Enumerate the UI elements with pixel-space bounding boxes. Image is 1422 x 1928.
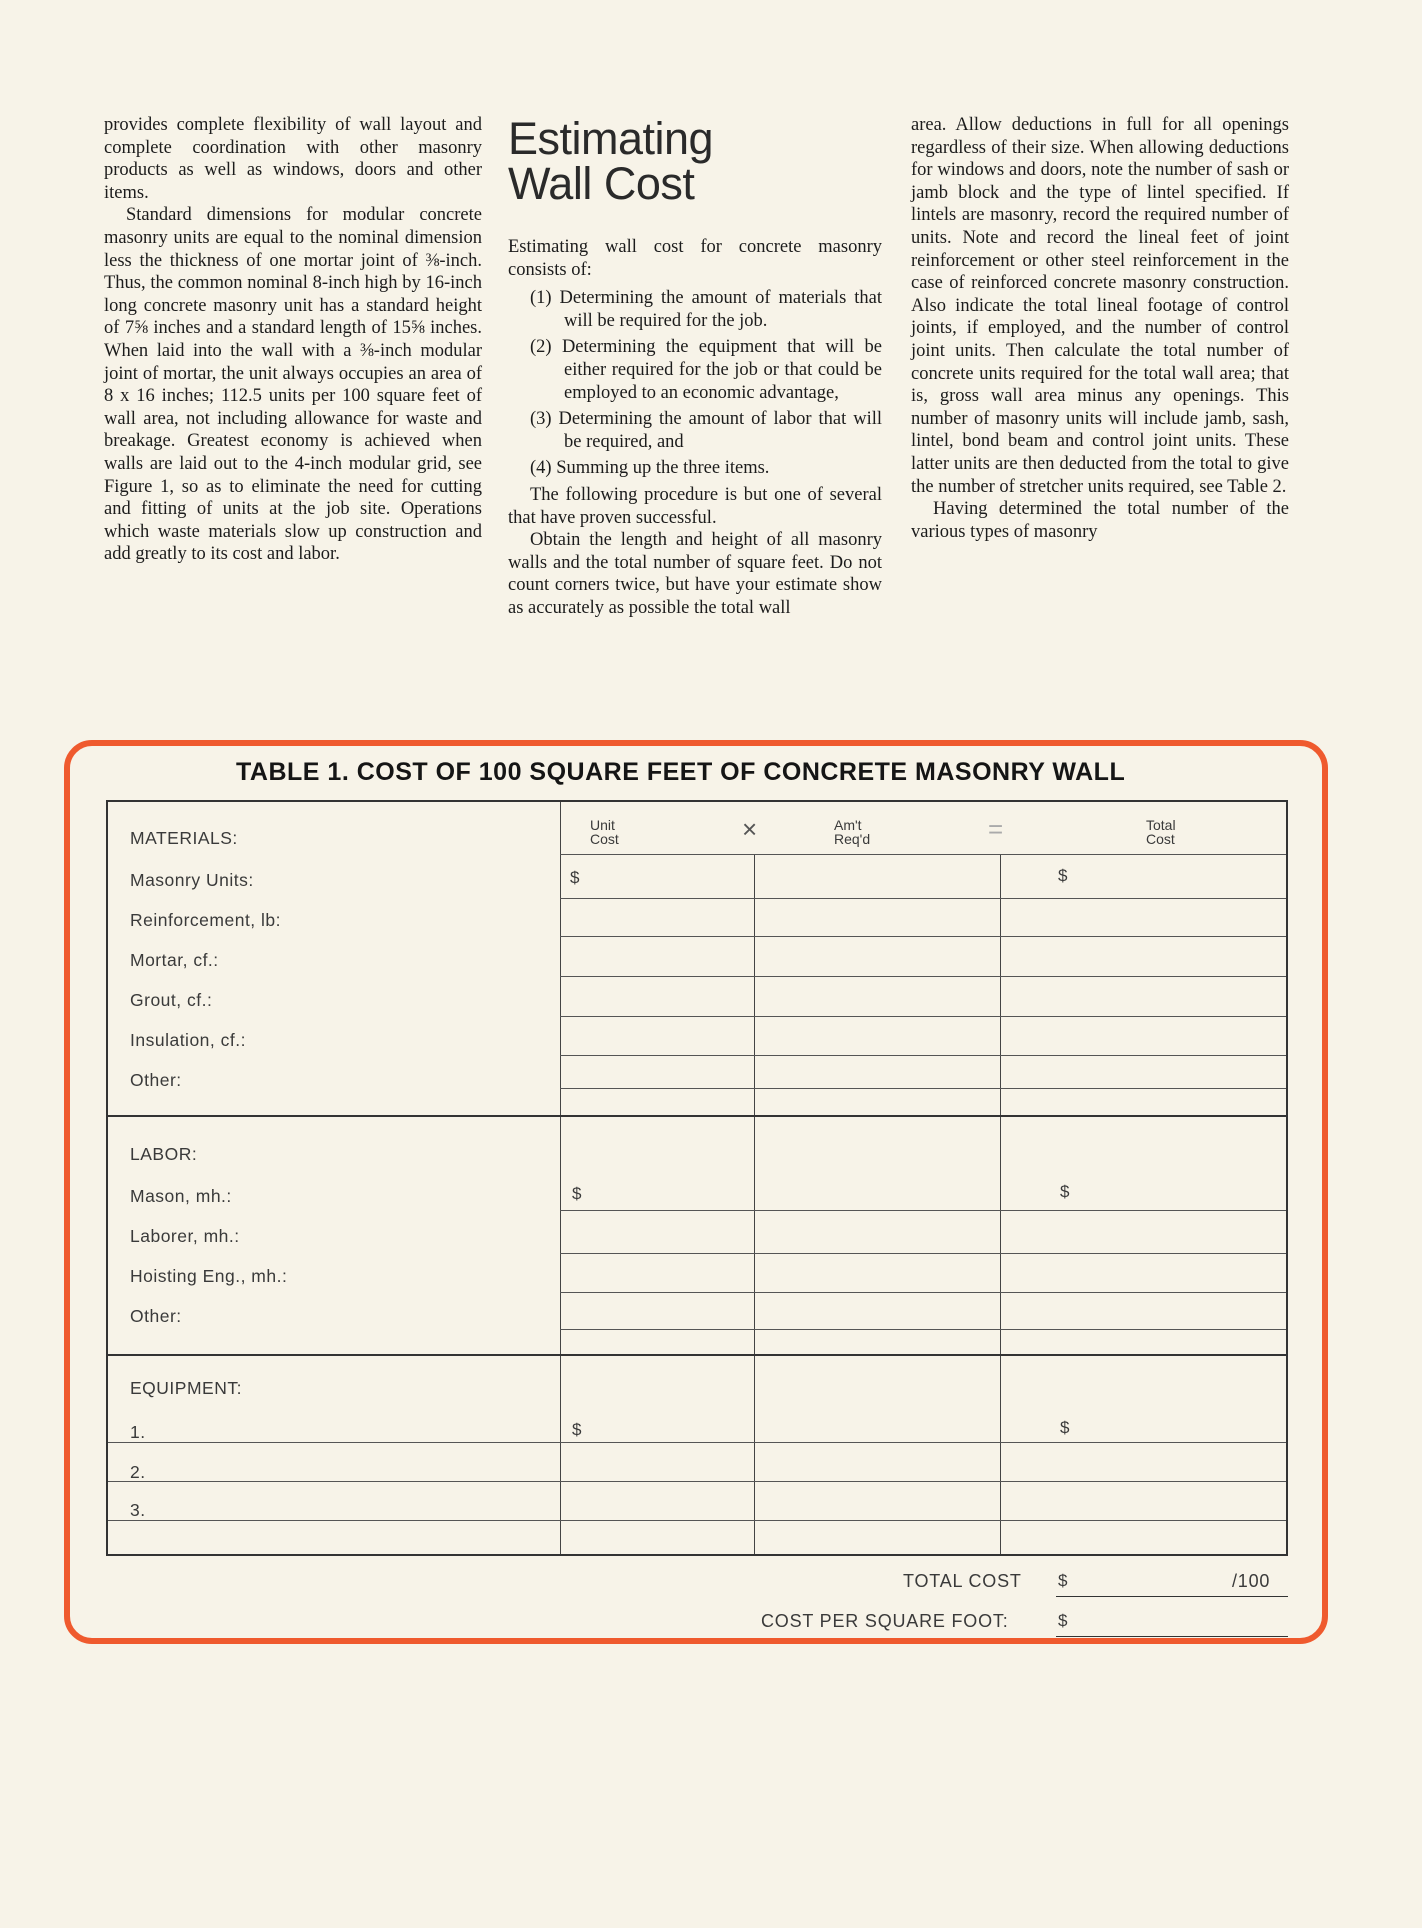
paragraph: Standard dimensions for modular concrete masonry units are equal to the nominal dimension less the thickness of one mortar joint of ⅜-inch. Thus, the common nominal 8-inch high by 16-inch long concrete masonry unit has a standard height of 7⅝ inches and a standard length of 15⅝ inches. When laid into the wall with a ⅜-inch modular joint of mortar, the unit always occupies an area of 8 x 16 inches; 112.5 units per 100 square feet of wall area, not including allowance for waste and breakage. Greatest economy is achieved when walls are laid out to the 4-inch modular grid, see Figure 1, so as to eliminate the need for cutting and fitting of units at the job site. Operations which waste materials slow up construction and add greatly to its cost and labor. bbox=[104, 205, 482, 565]
total-cost-suffix: /100 bbox=[1232, 1571, 1271, 1591]
row-label: Masonry Units: bbox=[130, 870, 254, 890]
row-label: Reinforcement, lb: bbox=[130, 910, 282, 930]
dollar-sign: $ bbox=[572, 1420, 582, 1439]
row-line bbox=[560, 976, 1286, 977]
dollar-sign: $ bbox=[1060, 1418, 1070, 1437]
row-line bbox=[108, 1481, 1286, 1482]
section-heading bbox=[508, 113, 882, 209]
row-line bbox=[560, 898, 1286, 899]
row-line bbox=[560, 854, 1286, 855]
steps-list bbox=[508, 287, 882, 480]
section-divider bbox=[108, 1354, 1286, 1356]
times-symbol: × bbox=[742, 814, 758, 844]
dollar-sign: $ bbox=[1058, 1611, 1068, 1630]
row-label: Laborer, mh.: bbox=[130, 1226, 240, 1246]
list-item: (3) Determining the amount of labor that will be required, and bbox=[530, 409, 882, 452]
dollar-sign: $ bbox=[1060, 1182, 1070, 1201]
header-total-cost bbox=[1146, 818, 1176, 846]
paragraph: Having determined the total number of the various types of masonry bbox=[911, 499, 1289, 542]
row-label: Grout, cf.: bbox=[130, 990, 213, 1010]
row-label: Insulation, cf.: bbox=[130, 1030, 246, 1050]
header-text: Cost bbox=[1146, 831, 1175, 847]
row-line bbox=[560, 1088, 1286, 1089]
header-text: Req'd bbox=[834, 831, 871, 847]
header-amount-required bbox=[834, 818, 870, 846]
row-line bbox=[560, 1210, 1286, 1211]
heading-line-2: Wall Cost bbox=[508, 158, 695, 209]
section-divider bbox=[108, 1115, 1286, 1117]
table-title: TABLE 1. COST OF 100 SQUARE FEET OF CONCRETE MASONRY WALL bbox=[236, 758, 1126, 786]
article-column-1 bbox=[104, 114, 482, 566]
list-item: (2) Determining the equipment that will be either required for the job or that could be employed to an economic advantage, bbox=[530, 337, 882, 403]
dollar-sign: $ bbox=[570, 868, 580, 887]
row-line bbox=[560, 1292, 1286, 1293]
header-text: Total bbox=[1146, 817, 1176, 833]
row-label: 1. bbox=[130, 1422, 146, 1442]
total-cost-underline bbox=[1056, 1596, 1288, 1597]
row-label: 2. bbox=[130, 1462, 146, 1482]
list-item: (1) Determining the amount of materials that will be required for the job. bbox=[530, 288, 882, 331]
paragraph: Estimating wall cost for concrete masonry consists of: bbox=[508, 237, 882, 280]
paragraph: The following procedure is but one of several that have proven successful. bbox=[508, 484, 882, 528]
row-label: Other: bbox=[130, 1070, 182, 1090]
paragraph: Obtain the length and height of all masonry walls and the total number of square feet. Do not count corners twice, but have your estimate show as accurately as possible the total wall bbox=[508, 530, 882, 618]
column-divider bbox=[1000, 854, 1001, 1554]
row-line bbox=[108, 1520, 1286, 1521]
article-column-2 bbox=[508, 114, 882, 620]
header-text: Cost bbox=[590, 831, 619, 847]
row-label: Mason, mh.: bbox=[130, 1186, 232, 1206]
row-line bbox=[560, 1016, 1286, 1017]
dollar-sign: $ bbox=[1058, 1571, 1068, 1590]
row-label: 3. bbox=[130, 1500, 146, 1520]
cost-per-square-foot-label: COST PER SQUARE FOOT: bbox=[761, 1611, 1009, 1631]
dollar-sign: $ bbox=[572, 1184, 582, 1203]
cost-table bbox=[106, 800, 1288, 1556]
dollar-sign: $ bbox=[1058, 866, 1068, 885]
paragraph: area. Allow deductions in full for all openings regardless of their size. When allowing deductions for windows and doors, note the number of sash or jamb block and the type of lintel specified. If lintels are masonry, record the required number of units. Note and record the lineal feet of joint reinforcement or other steel reinforcement in the case of reinforced concrete masonry construction. Also indicate the total lineal footage of control joints, if employed, and the number of control joint units. Then calculate the total number of concrete units required for the total wall area; that is, gross wall area minus any openings. This number of masonry units will include jamb, sash, lintel, bond beam and control joint units. These latter units are then deducted from the total to give the number of stretcher units required, see Table 2. bbox=[911, 115, 1289, 497]
header-unit-cost bbox=[590, 818, 619, 846]
row-label: Hoisting Eng., mh.: bbox=[130, 1266, 288, 1286]
heading-line-1: Estimating bbox=[508, 113, 714, 164]
row-label: Other: bbox=[130, 1306, 182, 1326]
article-column-3 bbox=[911, 114, 1289, 543]
paragraph: provides complete flexibility of wall layout and complete coordination with other masonry products as well as windows, doors and other items. bbox=[104, 115, 482, 203]
header-text: Unit bbox=[590, 817, 615, 833]
row-line bbox=[560, 1253, 1286, 1254]
labor-heading: LABOR: bbox=[130, 1144, 198, 1164]
row-line bbox=[560, 1329, 1286, 1330]
equipment-heading: EQUIPMENT: bbox=[130, 1378, 242, 1398]
column-divider bbox=[754, 854, 755, 1554]
cost-per-square-foot-underline bbox=[1056, 1636, 1288, 1637]
row-line bbox=[108, 1442, 1286, 1443]
row-label: Mortar, cf.: bbox=[130, 950, 219, 970]
list-item: (4) Summing up the three items. bbox=[530, 458, 770, 479]
row-line bbox=[560, 1055, 1286, 1056]
equals-symbol: = bbox=[988, 814, 1004, 844]
header-text: Am't bbox=[834, 817, 862, 833]
materials-heading: MATERIALS: bbox=[130, 828, 238, 848]
total-cost-label: TOTAL COST bbox=[903, 1571, 1022, 1591]
row-line bbox=[560, 936, 1286, 937]
